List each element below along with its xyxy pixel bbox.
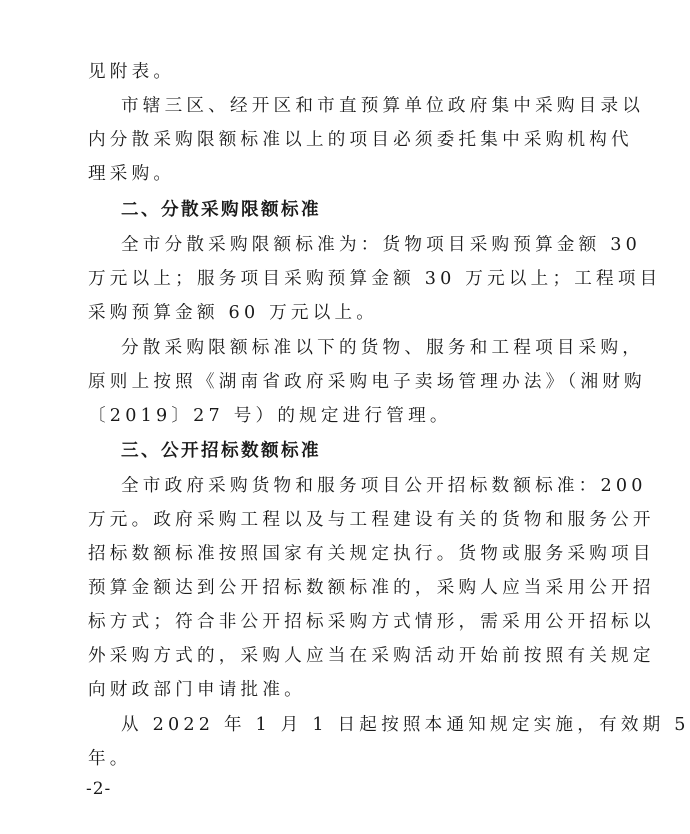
paragraph-line: 向财政部门申请批准。 [88, 680, 306, 700]
section-heading: 三、公开招标数额标准 [121, 440, 321, 461]
paragraph-line: 从 2022 年 1 月 1 日起按照本通知规定实施，有效期 5 [121, 715, 690, 735]
paragraph-line: 招标数额标准按照国家有关规定执行。货物或服务采购项目 [88, 544, 655, 564]
paragraph-line: 理采购。 [88, 164, 176, 184]
paragraph-line: 万元以上；服务项目采购预算金额 30 万元以上；工程项目 [88, 269, 662, 289]
paragraph-line: 〔2019〕27 号）的规定进行管理。 [88, 406, 452, 426]
page-number: -2- [86, 779, 112, 799]
paragraph-line: 外采购方式的，采购人应当在采购活动开始前按照有关规定 [88, 646, 655, 666]
paragraph-line: 预算金额达到公开招标数额标准的，采购人应当采用公开招 [88, 578, 655, 598]
body-text-line: 见附表。 [88, 62, 176, 82]
paragraph-line: 采购预算金额 60 万元以上。 [88, 303, 379, 323]
paragraph-line: 原则上按照《湖南省政府采购电子卖场管理办法》（湘财购 [88, 372, 646, 392]
paragraph-line: 分散采购限额标准以下的货物、服务和工程项目采购， [121, 338, 645, 358]
paragraph-line: 标方式；符合非公开招标采购方式情形，需采用公开招标以 [88, 612, 655, 632]
section-heading: 二、分散采购限额标准 [121, 199, 321, 220]
paragraph-line: 全市分散采购限额标准为：货物项目采购预算金额 30 [121, 235, 642, 255]
paragraph-line: 市辖三区、经开区和市直预算单位政府集中采购目录以 [121, 96, 645, 116]
paragraph-line: 内分散采购限额标准以上的项目必须委托集中采购机构代 [88, 130, 633, 150]
paragraph-line: 万元。政府采购工程以及与工程建设有关的货物和服务公开 [88, 510, 655, 530]
paragraph-line: 全市政府采购货物和服务项目公开招标数额标准：200 [121, 476, 647, 496]
paragraph-line: 年。 [88, 749, 132, 769]
